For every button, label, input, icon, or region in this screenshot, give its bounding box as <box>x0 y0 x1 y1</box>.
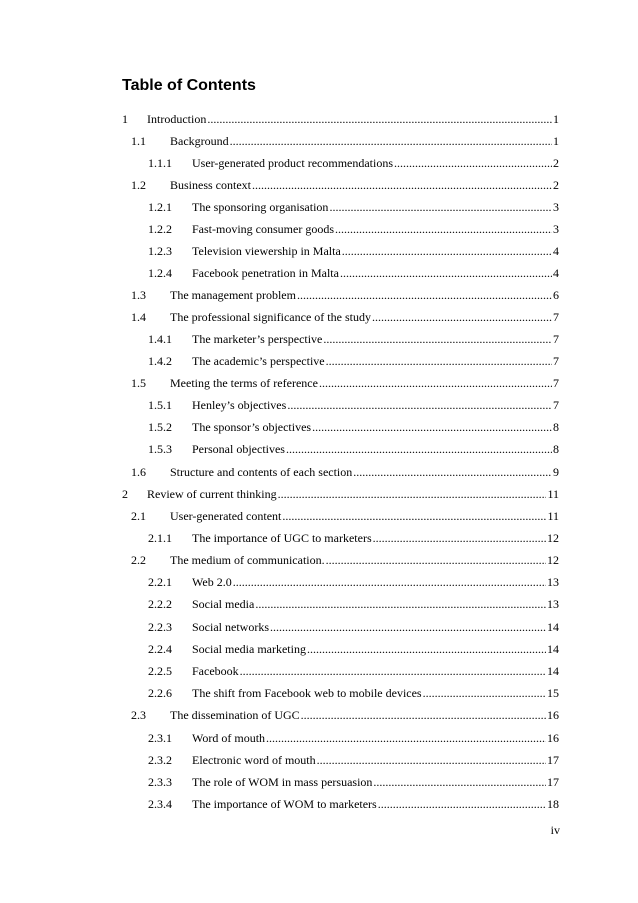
toc-entry[interactable] <box>148 620 559 634</box>
toc-entry-page: 17 <box>547 775 559 789</box>
toc-leader-dots <box>286 442 552 456</box>
toc-entry[interactable] <box>148 597 559 611</box>
toc-entry-title: Background <box>170 134 229 148</box>
toc-entry-page: 7 <box>553 332 559 346</box>
toc-leader-dots <box>340 266 552 280</box>
toc-entry-title: The medium of communication. <box>170 553 325 567</box>
toc-entry-number: 1 <box>122 112 128 126</box>
toc-entry[interactable] <box>148 575 559 589</box>
toc-entry-page: 18 <box>547 797 559 811</box>
toc-leader-dots <box>319 376 552 390</box>
toc-entry-number: 2.2.5 <box>148 664 172 678</box>
toc-entry-number: 1.4 <box>131 310 146 324</box>
toc-entry[interactable] <box>148 354 559 368</box>
toc-entry-page: 4 <box>553 244 559 258</box>
toc-leader-dots <box>270 620 546 634</box>
toc-leader-dots <box>326 354 552 368</box>
toc-entry-page: 13 <box>547 597 559 611</box>
toc-entry[interactable] <box>148 332 559 346</box>
toc-entry-page: 7 <box>553 354 559 368</box>
toc-entry[interactable] <box>148 222 559 236</box>
toc-entry-number: 2.2.4 <box>148 642 172 656</box>
toc-entry-number: 2.1 <box>131 509 146 523</box>
toc-entry-number: 1.3 <box>131 288 146 302</box>
toc-entry-page: 14 <box>547 642 559 656</box>
toc-entry-number: 2.2.6 <box>148 686 172 700</box>
toc-leader-dots <box>307 642 546 656</box>
toc-entry-page: 8 <box>553 420 559 434</box>
toc-entry-page: 7 <box>553 376 559 390</box>
toc-entry-number: 2.3.1 <box>148 731 172 745</box>
toc-entry-title: Television viewership in Malta <box>192 244 341 258</box>
toc-entry-page: 4 <box>553 266 559 280</box>
toc-leader-dots <box>287 398 552 412</box>
toc-entry[interactable] <box>131 509 559 523</box>
toc-entry-title: Fast-moving consumer goods <box>192 222 334 236</box>
toc-entry[interactable] <box>148 442 559 456</box>
toc-entry-title: The role of WOM in mass persuasion <box>192 775 373 789</box>
toc-entry-page: 15 <box>547 686 559 700</box>
toc-entry[interactable] <box>148 266 559 280</box>
toc-entry-page: 11 <box>547 487 559 501</box>
toc-leader-dots <box>326 553 546 567</box>
toc-entry-page: 7 <box>553 310 559 324</box>
toc-entry-page: 14 <box>547 620 559 634</box>
toc-entry-title: Structure and contents of each section <box>170 465 353 479</box>
toc-entry-page: 14 <box>547 664 559 678</box>
toc-entry[interactable] <box>148 156 559 170</box>
toc-entry[interactable] <box>131 465 559 479</box>
toc-entry-number: 2.2 <box>131 553 146 567</box>
toc-entry-number: 2.2.3 <box>148 620 172 634</box>
toc-leader-dots <box>378 797 546 811</box>
toc-entry[interactable] <box>148 731 559 745</box>
toc-entry-number: 2.2.2 <box>148 597 172 611</box>
toc-entry-number: 2 <box>122 487 128 501</box>
toc-entry-title: Web 2.0 <box>192 575 232 589</box>
toc-leader-dots <box>230 134 552 148</box>
toc-leader-dots <box>335 222 552 236</box>
toc-leader-dots <box>342 244 552 258</box>
toc-entry[interactable] <box>148 686 559 700</box>
toc-entry-page: 3 <box>553 222 559 236</box>
toc-entry-title: The marketer’s perspective <box>192 332 323 346</box>
toc-entry-number: 2.3.4 <box>148 797 172 811</box>
toc-entry-number: 2.2.1 <box>148 575 172 589</box>
toc-entry[interactable] <box>148 420 559 434</box>
toc-entry-title: The management problem <box>170 288 296 302</box>
toc-entry[interactable] <box>131 288 559 302</box>
toc-entry-title: Social media marketing <box>192 642 306 656</box>
toc-entry-title: The professional significance of the study <box>170 310 371 324</box>
toc-entry-title: Social media <box>192 597 255 611</box>
toc-entry-title: The academic’s perspective <box>192 354 325 368</box>
toc-leader-dots <box>423 686 546 700</box>
toc-entry-page: 12 <box>547 531 559 545</box>
toc-entry-title: The importance of WOM to marketers <box>192 797 377 811</box>
toc-entry[interactable] <box>148 244 559 258</box>
toc-leader-dots <box>373 531 546 545</box>
toc-entry[interactable] <box>131 134 559 148</box>
toc-entry-title: Facebook <box>192 664 239 678</box>
toc-entry[interactable] <box>122 112 559 126</box>
toc-entry-number: 1.1.1 <box>148 156 172 170</box>
toc-entry-number: 2.1.1 <box>148 531 172 545</box>
toc-entry[interactable] <box>148 753 559 767</box>
toc-entry[interactable] <box>131 553 559 567</box>
toc-entry[interactable] <box>131 708 559 722</box>
toc-entry-title: User-generated product recommendations <box>192 156 394 170</box>
toc-entry-page: 12 <box>547 553 559 567</box>
toc-entry-page: 2 <box>553 178 559 192</box>
toc-entry-page: 16 <box>547 731 559 745</box>
toc-entry-page: 9 <box>553 465 559 479</box>
toc-leader-dots <box>312 420 552 434</box>
toc-leader-dots <box>255 597 546 611</box>
toc-leader-dots <box>323 332 552 346</box>
toc-entry-title: Henley’s objectives <box>192 398 287 412</box>
toc-entry-number: 1.2.3 <box>148 244 172 258</box>
toc-entry-title: Review of current thinking <box>147 487 277 501</box>
toc-entry[interactable] <box>122 487 559 501</box>
toc-entry[interactable] <box>131 178 559 192</box>
toc-entry-number: 1.5.1 <box>148 398 172 412</box>
toc-leader-dots <box>266 731 546 745</box>
toc-entry-number: 2.3.3 <box>148 775 172 789</box>
toc-title: Table of Contents <box>122 77 256 94</box>
toc-entry-title: The dissemination of UGC <box>170 708 300 722</box>
toc-leader-dots <box>240 664 546 678</box>
toc-entry-page: 13 <box>547 575 559 589</box>
toc-entry-page: 2 <box>553 156 559 170</box>
toc-leader-dots <box>207 112 552 126</box>
toc-leader-dots <box>233 575 546 589</box>
toc-entry-number: 2.3.2 <box>148 753 172 767</box>
toc-leader-dots <box>317 753 546 767</box>
toc-entry[interactable] <box>131 310 559 324</box>
toc-entry-number: 1.1 <box>131 134 146 148</box>
toc-entry-title: The sponsor’s objectives <box>192 420 312 434</box>
toc-entry-title: Facebook penetration in Malta <box>192 266 339 280</box>
toc-entry[interactable] <box>148 398 559 412</box>
toc-entry-title: Word of mouth <box>192 731 266 745</box>
toc-entry[interactable] <box>131 376 559 390</box>
page-number: iv <box>550 823 560 837</box>
toc-entry-title: Social networks <box>192 620 269 634</box>
toc-entry-page: 6 <box>553 288 559 302</box>
toc-entry-page: 11 <box>547 509 559 523</box>
toc-entry-page: 1 <box>553 134 559 148</box>
toc-entry[interactable] <box>148 797 559 811</box>
toc-leader-dots <box>353 465 552 479</box>
toc-entry-page: 3 <box>553 200 559 214</box>
toc-entry-number: 1.5.3 <box>148 442 172 456</box>
toc-entry-number: 1.2 <box>131 178 146 192</box>
toc-entry-number: 1.2.2 <box>148 222 172 236</box>
toc-leader-dots <box>278 487 547 501</box>
toc-entry-title: User-generated content <box>170 509 282 523</box>
toc-entry-page: 1 <box>553 112 559 126</box>
toc-entry[interactable] <box>148 775 559 789</box>
toc-entry-page: 7 <box>553 398 559 412</box>
toc-entry[interactable] <box>148 642 559 656</box>
toc-leader-dots <box>329 200 552 214</box>
toc-entry-title: Electronic word of mouth <box>192 753 316 767</box>
toc-entry-page: 8 <box>553 442 559 456</box>
toc-entry-title: The shift from Facebook web to mobile devices <box>192 686 422 700</box>
toc-leader-dots <box>394 156 552 170</box>
toc-entry-page: 17 <box>547 753 559 767</box>
toc-leader-dots <box>282 509 546 523</box>
toc-entry[interactable] <box>148 531 559 545</box>
toc-entry-number: 2.3 <box>131 708 146 722</box>
toc-entry[interactable] <box>148 664 559 678</box>
toc-leader-dots <box>301 708 546 722</box>
toc-leader-dots <box>297 288 552 302</box>
toc-entry-title: The importance of UGC to marketers <box>192 531 372 545</box>
toc-entry-number: 1.2.1 <box>148 200 172 214</box>
toc-entry-title: The sponsoring organisation <box>192 200 329 214</box>
toc-entry-number: 1.5 <box>131 376 146 390</box>
toc-entry-title: Meeting the terms of reference <box>170 376 318 390</box>
toc-entry[interactable] <box>148 200 559 214</box>
toc-entry-title: Personal objectives <box>192 442 285 456</box>
toc-leader-dots <box>252 178 552 192</box>
toc-entry-number: 1.2.4 <box>148 266 172 280</box>
toc-entry-title: Business context <box>170 178 251 192</box>
toc-entry-number: 1.6 <box>131 465 146 479</box>
toc-leader-dots <box>373 775 546 789</box>
toc-entry-title: Introduction <box>147 112 207 126</box>
toc-entry-number: 1.5.2 <box>148 420 172 434</box>
toc-entry-number: 1.4.1 <box>148 332 172 346</box>
toc-leader-dots <box>372 310 552 324</box>
toc-entry-page: 16 <box>547 708 559 722</box>
toc-entry-number: 1.4.2 <box>148 354 172 368</box>
